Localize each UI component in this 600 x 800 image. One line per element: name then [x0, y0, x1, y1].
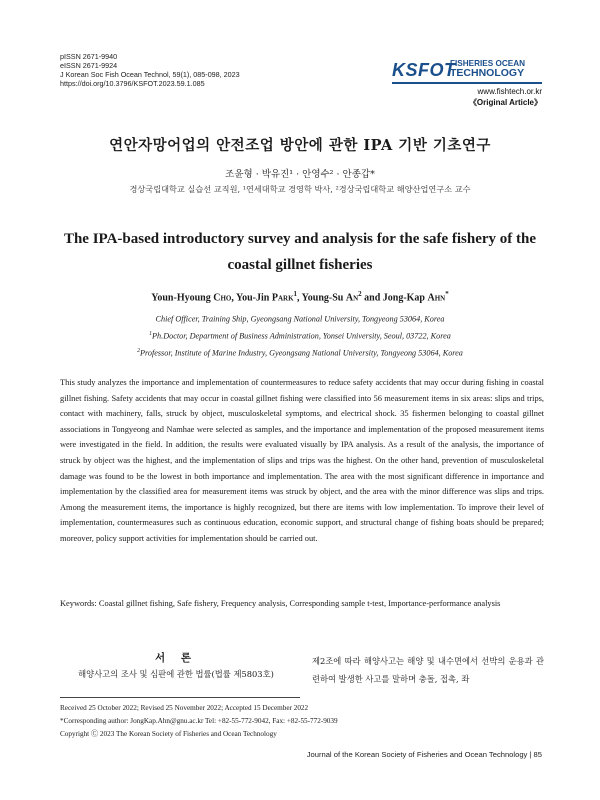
logo-mark: KSFOT	[392, 60, 456, 80]
english-title: The IPA-based introductory survey and analysis for the safe fishery of the coastal gillnet fisheries	[63, 231, 537, 273]
corresponding-author: *Corresponding author: JongKap.Ahn@gnu.ac.kr Tel: +82-55-772-9042, Fax: +82-55-772-9039	[60, 717, 338, 725]
author-4-family: Ahn	[427, 292, 446, 304]
abstract: This study analyzes the importance and implementation of countermeasures to reduce safety accidents that may occur during fishing in coastal gillnet fishing. Safety accidents that may occur in coastal gillnet fishing were classified into 56 measurement items in six areas: slips and trips, contact with machinery, falls, struck by object, musculoskeletal symptoms, and electrical shock. 35 fishermen belonging to coastal gillnet associations in Tongyeong and Namhae were selected as samples, and the importance and implementation of the proposed measurement items were investigated in the field. In addition, the results were evaluated visually by IPA analysis. As a result of the analysis, the importance of struck by object was the highest, and the implementation of slips and trips was the highest. On the other hand, prevention of musculoskeletal damage was found to be the lowest in both importance and implementation. The area with the most significant difference in importance and implementation by the classified area for measurement items was struck by object, and the area with the minor difference was slips and trips. Among the measurement items, the importance is highly recognized, but there are items with low implementation. To improve their level of implementation, countermeasures such as continuous education, economic support, and structural change of fishing boats should be prepared; moreover, policy support activities for implementation should be carried out.	[60, 378, 544, 543]
author-3-given: Young-Su	[301, 292, 346, 304]
page-footer	[307, 750, 542, 759]
journal-meta	[60, 52, 240, 88]
affiliation-line: Chief Officer, Training Ship, Gyeongsang National University, Tongyeong 53064, Korea	[155, 314, 445, 324]
author-2-sup: 1	[293, 290, 298, 298]
author-2-family: Park	[271, 292, 294, 304]
author-1-family: Cho	[213, 292, 232, 304]
author-2-given: You-Jin	[235, 292, 272, 304]
logo-name	[450, 59, 525, 78]
korean-affiliation: 경상국립대학교 실습선 교직원, ¹연세대학교 경영학 박사, ²경상국립대학교 해양산업연구소 교수	[129, 184, 471, 194]
author-sep: ,	[297, 292, 302, 304]
keywords-label: Keywords:	[60, 599, 99, 608]
copyright: Copyright Ⓒ 2023 The Korean Society of Fisheries and Ocean Technology	[60, 730, 277, 738]
author-3-family: An	[345, 292, 359, 304]
logo-divider	[392, 82, 542, 84]
logo-name-line1: FISHERIES OCEAN	[450, 59, 526, 68]
author-1-given: Youn-Hyoung	[151, 292, 214, 304]
korean-authors: 조윤형 · 박유진¹ · 안영수² · 안종갑*	[225, 169, 375, 180]
eissn: eISSN 2671-9924	[60, 61, 118, 70]
logo-name-line2: TECHNOLOGY	[450, 66, 525, 79]
keywords-text: Coastal gillnet fishing, Safe fishery, Frequency analysis, Corresponding sample t-test, Importance-performance analysis	[98, 599, 501, 608]
intro-left-column: 해양사고의 조사 및 심판에 관한 법률(법률 제5803호)	[78, 669, 274, 679]
keywords	[60, 596, 600, 611]
intro-heading: 서 론	[155, 652, 197, 664]
affiliation-line: $^1$Ph.Doctor, Department of Business Administration, Yonsei University, Seoul, 03722, Korea	[149, 331, 451, 341]
footnote-rule	[60, 697, 300, 698]
author-3-sup: 2	[358, 290, 362, 298]
page-number: 85	[533, 750, 542, 759]
footer-sep: |	[527, 750, 534, 759]
affiliation-line: $^2$Professor, Institute of Marine Industry, Gyeongsang National University, Tongyeong 53064, Korea	[137, 348, 463, 359]
author-4-given: Jong-Kap	[382, 292, 428, 304]
journal-url[interactable]: www.fishtech.or.kr	[477, 87, 542, 96]
article-type: 《Original Article》	[468, 98, 542, 107]
english-affiliations	[0, 310, 600, 362]
intro-right-column: 제2조에 따라 해양사고는 해양 및 내수면에서 선박의 운용과 관련하여 발생한 사고를 말하며 충돌, 접촉, 좌	[312, 656, 544, 684]
author-4-sup: *	[445, 290, 449, 298]
author-sep: ,	[231, 292, 236, 304]
footer-journal: Journal of the Korean Society of Fisheries and Ocean Technology	[306, 750, 528, 759]
journal-logo	[392, 52, 542, 112]
received-dates: Received 25 October 2022; Revised 25 November 2022; Accepted 15 December 2022	[60, 704, 309, 712]
citation: J Korean Soc Fish Ocean Technol, 59(1), 085-098, 2023	[60, 70, 240, 79]
pissn: pISSN 2671-9940	[60, 52, 118, 61]
author-and: and	[361, 292, 383, 304]
english-authors	[0, 290, 600, 303]
doi-link[interactable]: https://doi.org/10.3796/KSFOT.2023.59.1.085	[60, 79, 205, 88]
footnotes	[60, 702, 544, 741]
korean-title: 연안자망어업의 안전조업 방안에 관한 IPA 기반 기초연구	[109, 137, 491, 154]
